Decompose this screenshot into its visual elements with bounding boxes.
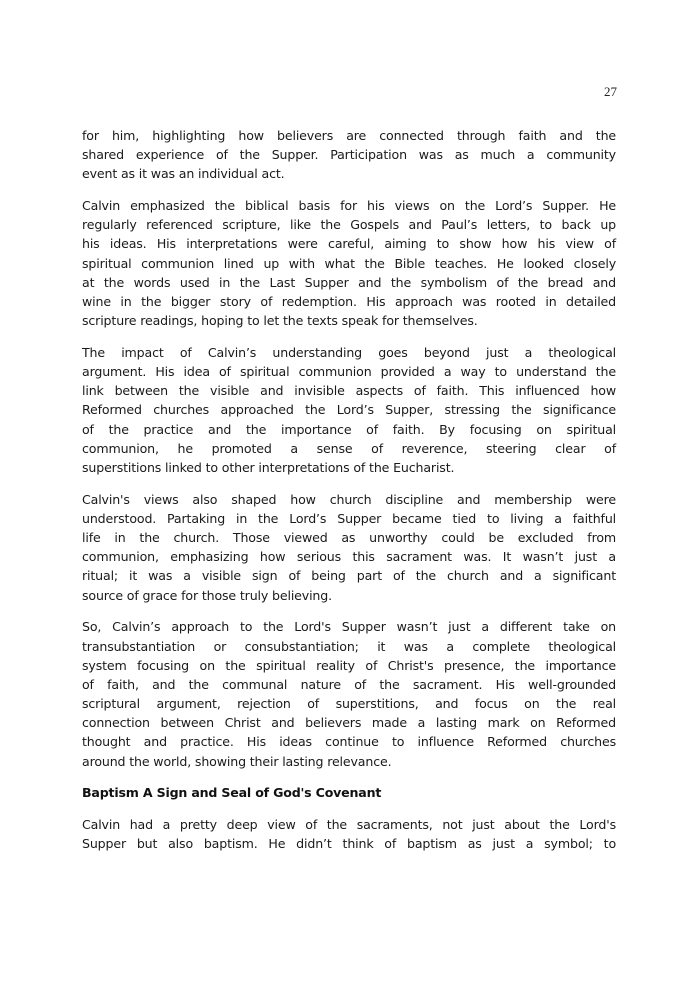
text-line: Reformed churches approached the Lord’s Supper, stressing the significance bbox=[82, 402, 616, 418]
text-line: his ideas. His interpretations were careful, aiming to show how his view of bbox=[82, 236, 616, 252]
paragraph bbox=[82, 490, 616, 605]
paragraph bbox=[82, 815, 616, 853]
paragraph bbox=[82, 617, 616, 771]
text-line: link between the visible and invisible aspects of faith. This influenced how bbox=[82, 383, 616, 399]
page-body bbox=[82, 126, 616, 866]
text-line: Supper but also baptism. He didn’t think of baptism as just a symbol; to bbox=[82, 836, 616, 852]
text-line: communion, emphasizing how serious this sacrament was. It wasn’t just a bbox=[82, 549, 616, 565]
text-line: The impact of Calvin’s understanding goes beyond just a theological bbox=[82, 344, 616, 360]
text-line: transubstantiation or consubstantiation; it was a complete theological bbox=[82, 638, 616, 654]
text-line: connection between Christ and believers made a lasting mark on Reformed bbox=[82, 715, 616, 731]
text-line: Calvin emphasized the biblical basis for his views on the Lord’s Supper. He bbox=[82, 198, 616, 214]
page-number: 27 bbox=[604, 84, 617, 99]
text-line: of the practice and the importance of faith. By focusing on spiritual bbox=[82, 421, 616, 437]
text-line: source of grace for those truly believing. bbox=[82, 587, 332, 603]
text-line: argument. His idea of spiritual communion provided a way to understand the bbox=[82, 364, 616, 380]
text-line: Calvin had a pretty deep view of the sacraments, not just about the Lord's bbox=[82, 817, 616, 832]
text-line: life in the church. Those viewed as unworthy could be excluded from bbox=[82, 530, 616, 546]
section-heading: Baptism A Sign and Seal of God's Covenant bbox=[82, 785, 382, 801]
text-line: regularly referenced scripture, like the Gospels and Paul’s letters, to back up bbox=[82, 217, 616, 233]
text-line: of faith, and the communal nature of the sacrament. His well-grounded bbox=[82, 676, 616, 692]
text-line: for him, highlighting how believers are connected through faith and the bbox=[82, 128, 616, 143]
text-line: shared experience of the Supper. Participation was as much a community bbox=[82, 147, 616, 163]
text-line: spiritual communion lined up with what the Bible teaches. He looked closely bbox=[82, 255, 616, 271]
text-line: system focusing on the spiritual reality of Christ's presence, the importance bbox=[82, 657, 616, 673]
text-line: event as it was an individual act. bbox=[82, 166, 285, 182]
paragraph bbox=[82, 126, 616, 184]
text-line: scripture readings, hoping to let the texts speak for themselves. bbox=[82, 313, 478, 329]
text-line: at the words used in the Last Supper and the symbolism of the bread and bbox=[82, 274, 616, 290]
paragraph bbox=[82, 343, 616, 477]
text-line: scriptural argument, rejection of superstitions, and focus on the real bbox=[82, 696, 616, 712]
text-line: superstitions linked to other interpretations of the Eucharist. bbox=[82, 460, 455, 475]
text-line: understood. Partaking in the Lord’s Supper became tied to living a faithful bbox=[82, 510, 616, 526]
text-line: ritual; it was a visible sign of being part of the church and a significant bbox=[82, 568, 616, 584]
text-line: wine in the bigger story of redemption. His approach was rooted in detailed bbox=[82, 294, 616, 309]
paragraph bbox=[82, 196, 616, 330]
text-line: around the world, showing their lasting relevance. bbox=[82, 753, 392, 769]
text-line: thought and practice. His ideas continue to influence Reformed churches bbox=[82, 734, 616, 750]
text-line: communion, he promoted a sense of reverence, steering clear of bbox=[82, 440, 616, 456]
text-line: So, Calvin’s approach to the Lord's Supper wasn’t just a different take on bbox=[82, 619, 616, 635]
text-line: Calvin's views also shaped how church discipline and membership were bbox=[82, 491, 616, 507]
